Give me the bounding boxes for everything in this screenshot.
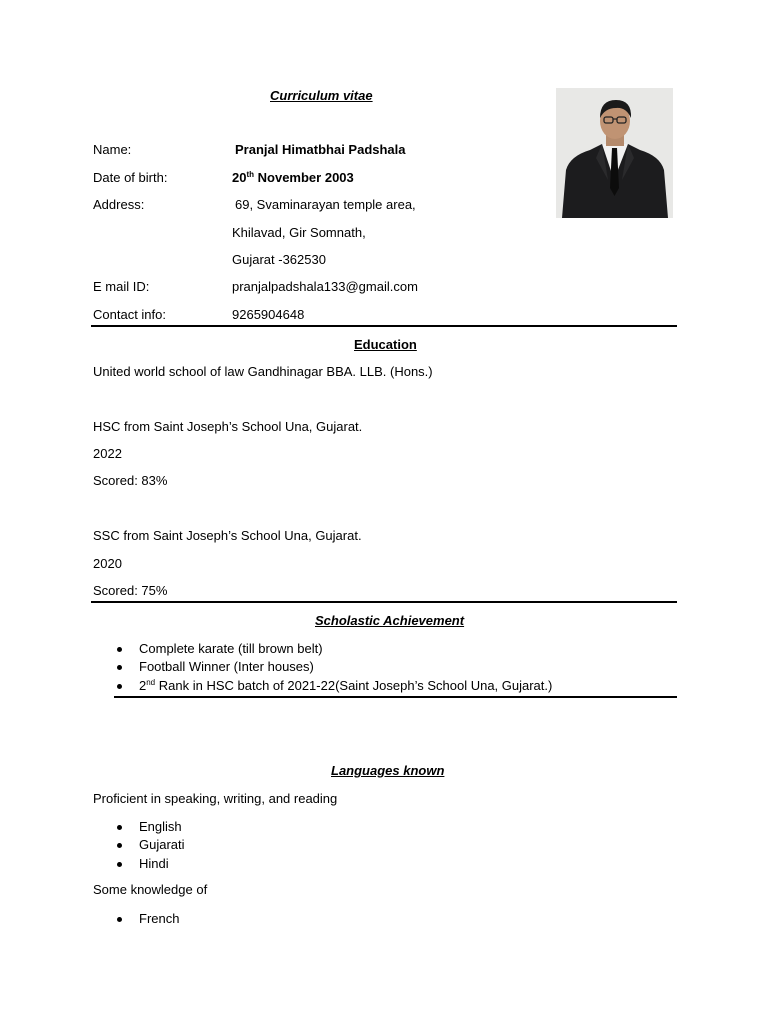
languages-some-text: Some knowledge of <box>93 882 208 897</box>
bullet <box>117 684 122 689</box>
bullet <box>117 647 122 652</box>
achievement-item-rank <box>139 678 552 694</box>
contact-value: 9265904648 <box>232 307 305 322</box>
bullet <box>117 843 122 848</box>
email-label: E mail ID: <box>93 279 150 294</box>
dob-day: 20 <box>232 170 247 185</box>
languages-heading: Languages known <box>331 763 445 778</box>
rank-text: Rank in HSC batch of 2021-22(Saint Joseph’s School Una, Gujarat.) <box>155 678 553 693</box>
dob-value <box>232 170 354 186</box>
bullet <box>117 917 122 922</box>
education-heading: Education <box>354 337 417 352</box>
achievement-item: Football Winner (Inter houses) <box>139 659 314 674</box>
language-item: English <box>139 819 182 834</box>
bullet <box>117 862 122 867</box>
achievement-item: Complete karate (till brown belt) <box>139 641 323 656</box>
education-ssc-school: SSC from Saint Joseph’s School Una, Gujarat. <box>93 528 362 543</box>
achievements-heading: Scholastic Achievement <box>315 613 465 628</box>
education-university: United world school of law Gandhinagar BBA. LLB. (Hons.) <box>93 364 433 379</box>
bullet <box>117 665 122 670</box>
education-ssc-year: 2020 <box>93 556 122 571</box>
address-line-2: Khilavad, Gir Somnath, <box>232 225 366 240</box>
address-line-1: 69, Svaminarayan temple area, <box>235 197 416 212</box>
language-item: Hindi <box>139 856 169 871</box>
page-title: Curriculum vitae <box>270 88 373 103</box>
profile-photo <box>556 88 673 218</box>
divider <box>91 325 677 327</box>
education-hsc-school: HSC from Saint Joseph’s School Una, Gujarat. <box>93 419 363 434</box>
dob-label: Date of birth: <box>93 170 168 185</box>
education-hsc-year: 2022 <box>93 446 122 461</box>
rank-ordinal: nd <box>146 678 156 687</box>
divider <box>114 696 677 698</box>
address-line-3: Gujarat -362530 <box>232 252 326 267</box>
name-label: Name: <box>93 142 132 157</box>
email-value: pranjalpadshala133@gmail.com <box>232 279 418 294</box>
language-item: French <box>139 911 180 926</box>
contact-label: Contact info: <box>93 307 166 322</box>
bullet <box>117 825 122 830</box>
languages-proficient-text: Proficient in speaking, writing, and reading <box>93 791 338 806</box>
name-value: Pranjal Himatbhai Padshala <box>235 142 406 157</box>
education-hsc-score: Scored: 83% <box>93 473 168 488</box>
language-item: Gujarati <box>139 837 185 852</box>
dob-ordinal: th <box>246 170 255 179</box>
education-ssc-score: Scored: 75% <box>93 583 168 598</box>
rank-number: 2 <box>139 678 147 693</box>
divider <box>91 601 677 603</box>
address-label: Address: <box>93 197 145 212</box>
dob-rest: November 2003 <box>254 170 354 185</box>
